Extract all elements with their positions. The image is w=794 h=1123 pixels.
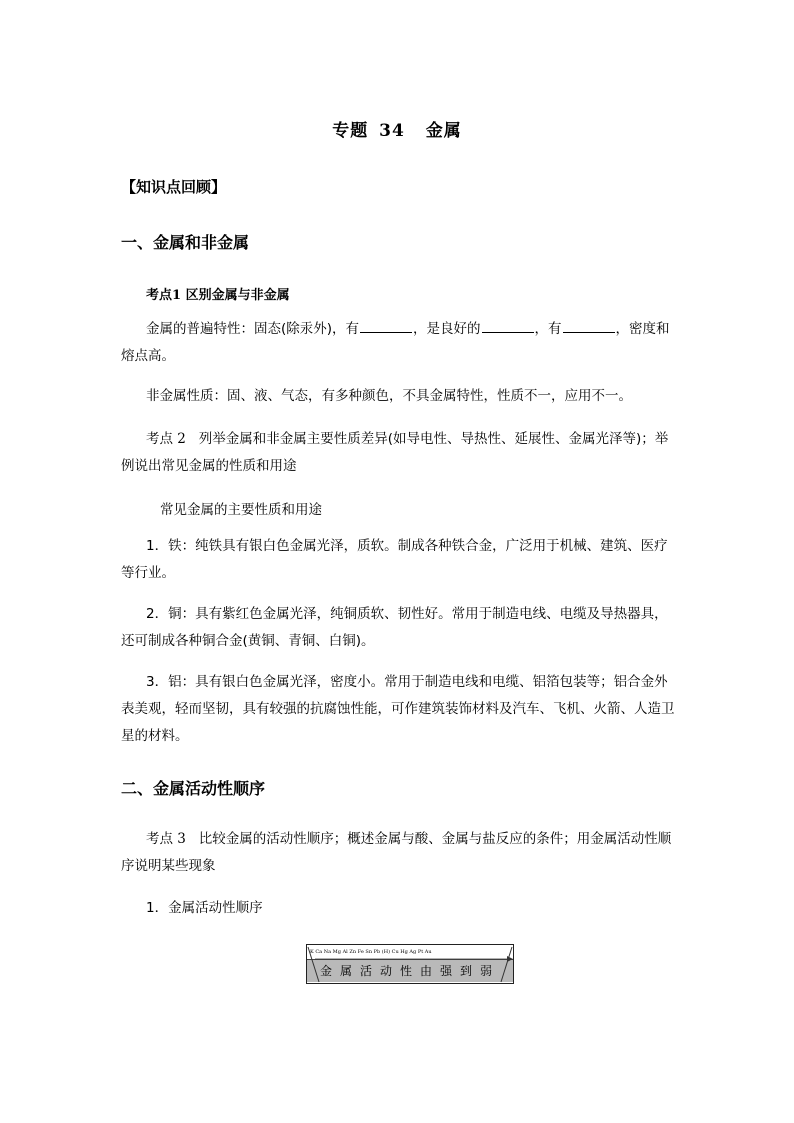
kp2-text: 列举金属和非金属主要性质差异(如导电性、导热性、延展性、金属光泽等)；举例说出常见金属的性质和用途 [121,431,669,474]
title-subject: 金属 [425,121,462,141]
kp3-paragraph [121,826,681,880]
title-number: 34 [379,121,405,141]
series-elements: K Ca Na Mg Al Zn Fe Sn Pb (H) Cu Hg Ag Pt Au [307,945,513,960]
activity-series-item: 1．金属活动性顺序 [146,900,263,916]
p1-part-b: ，是良好的 [413,321,481,337]
blank-2[interactable] [482,318,534,333]
metal-properties-paragraph [121,316,681,370]
section2-heading: 二、金属活动性顺序 [121,779,266,798]
series-arrow-icon [307,945,515,985]
blank-3[interactable] [563,318,615,333]
iron-item: 1．铁：纯铁具有银白色金属光泽，质软。制成各种铁合金，广泛用于机械、建筑、医疗等行业。 [121,538,668,581]
kp2-paragraph [121,426,681,480]
copper-item: 2．铜：具有紫红色金属光泽，纯铜质软、韧性好。常用于制造电线、电缆及导热器具，还可制成各种铜合金(黄铜、青铜、白铜)。 [121,606,668,649]
kp2-label: 考点 2 [146,431,186,447]
page-title [0,116,794,141]
section1-heading: 一、金属和非金属 [121,233,250,252]
kp1-label: 考点1 区别金属与非金属 [146,288,290,303]
common-metals-subheading: 常见金属的主要性质和用途 [160,502,322,518]
activity-series-figure [306,944,514,984]
nonmetal-properties-paragraph: 非金属性质：固、液、气态，有多种颜色，不具金属特性，性质不一，应用不一。 [146,388,632,404]
kp3-label: 考点 3 [146,831,186,847]
title-prefix: 专题 [332,121,369,141]
kp3-text: 比较金属的活动性顺序；概述金属与酸、金属与盐反应的条件；用金属活动性顺序说明某些现象 [121,831,672,874]
p1-part-c: ，有 [534,321,562,337]
p1-part-a: 金属的普遍特性：固态(除汞外)，有 [146,321,360,337]
p1-part-d: ，密度和熔点高。 [121,321,670,364]
blank-1[interactable] [360,318,412,333]
aluminum-item: 3．铝：具有银白色金属光泽，密度小。常用于制造电线和电缆、铝箔包装等；铝合金外表美观，轻而坚韧，具有较强的抗腐蚀性能，可作建筑装饰材料及汽车、飞机、火箭、人造卫星的材料。 [121,674,675,744]
series-caption: 金属活动性由强到弱 [307,960,513,982]
review-heading: 【知识点回顾】 [121,178,227,196]
